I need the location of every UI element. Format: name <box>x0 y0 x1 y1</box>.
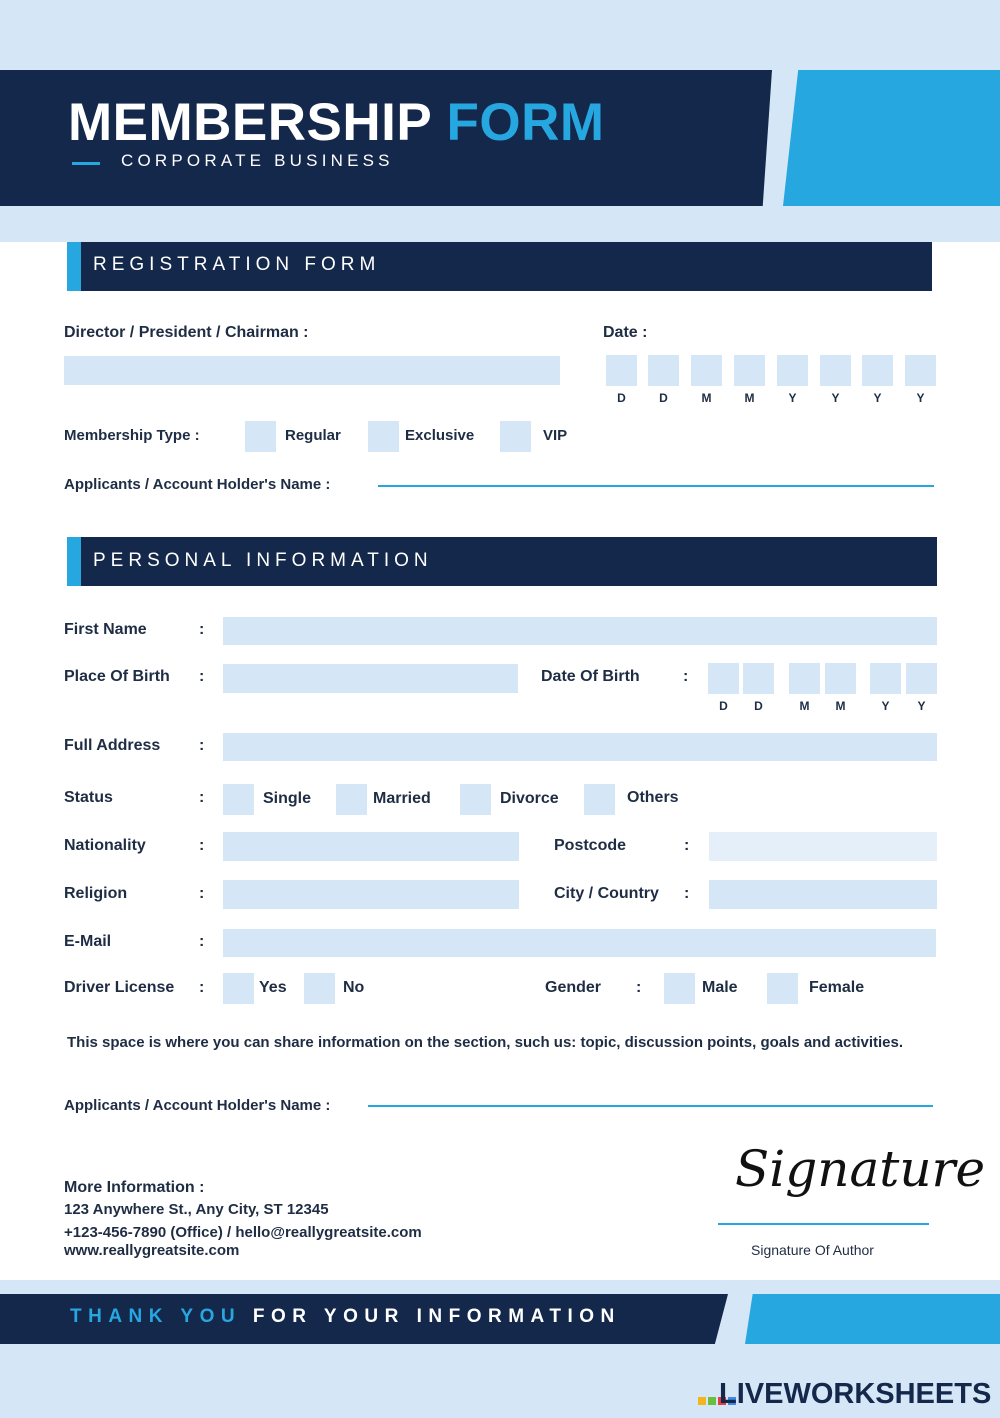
contact-phone-email: +123-456-7890 (Office) / hello@reallygreatsite.com <box>64 1224 422 1241</box>
date-box[interactable] <box>905 355 936 386</box>
email-label: E-Mail <box>64 933 112 950</box>
date-letter: Y <box>788 391 797 405</box>
applicant-name-label: Applicants / Account Holder's Name : <box>64 476 331 493</box>
section-title-personal: PERSONAL INFORMATION <box>93 550 433 571</box>
date-box[interactable] <box>648 355 679 386</box>
colon: : <box>199 933 205 950</box>
city-country-field[interactable] <box>709 880 937 909</box>
license-yes-label: Yes <box>259 979 287 996</box>
dob-box[interactable] <box>906 663 937 694</box>
colon: : <box>636 979 642 996</box>
gender-label: Gender <box>545 979 602 996</box>
status-single-checkbox[interactable] <box>223 784 254 815</box>
status-label: Status <box>64 789 113 806</box>
date-box[interactable] <box>734 355 765 386</box>
dob-box[interactable] <box>743 663 774 694</box>
liveworksheets-logo-icon <box>697 1396 719 1418</box>
membership-regular-checkbox[interactable] <box>245 421 276 452</box>
status-married-label: Married <box>373 790 431 807</box>
applicant-name-line[interactable] <box>378 485 934 487</box>
membership-regular-label: Regular <box>285 427 341 444</box>
date-box[interactable] <box>777 355 808 386</box>
signature-caption: Signature Of Author <box>751 1242 874 1258</box>
email-field[interactable] <box>223 929 936 957</box>
director-label: Director / President / Chairman : <box>64 324 309 341</box>
nationality-field[interactable] <box>223 832 519 861</box>
applicant-name-line[interactable] <box>368 1105 933 1107</box>
signature-line[interactable] <box>718 1223 929 1225</box>
dob-box[interactable] <box>708 663 739 694</box>
place-of-birth-label: Place Of Birth <box>64 668 170 685</box>
date-box[interactable] <box>691 355 722 386</box>
city-country-label: City / Country <box>554 885 659 902</box>
membership-vip-checkbox[interactable] <box>500 421 531 452</box>
colon: : <box>684 837 690 854</box>
full-address-field[interactable] <box>223 733 937 761</box>
date-letter: D <box>617 391 626 405</box>
date-box[interactable] <box>606 355 637 386</box>
gender-male-checkbox[interactable] <box>664 973 695 1004</box>
driver-license-label: Driver License <box>64 979 175 996</box>
dob-letter: Y <box>881 699 890 713</box>
date-letter: D <box>659 391 668 405</box>
date-letter: Y <box>831 391 840 405</box>
colon: : <box>684 885 690 902</box>
colon: : <box>199 789 205 806</box>
dob-box[interactable] <box>870 663 901 694</box>
gender-male-label: Male <box>702 979 738 996</box>
membership-exclusive-label: Exclusive <box>405 427 475 444</box>
status-divorce-checkbox[interactable] <box>460 784 491 815</box>
section-title-registration: REGISTRATION FORM <box>93 254 381 275</box>
colon: : <box>199 737 205 754</box>
section-accent <box>67 537 81 586</box>
gender-female-checkbox[interactable] <box>767 973 798 1004</box>
page-title: MEMBERSHIP FORM <box>68 93 605 152</box>
director-field[interactable] <box>64 356 560 385</box>
membership-type-label: Membership Type : <box>64 427 200 444</box>
postcode-label: Postcode <box>554 837 627 854</box>
contact-website: www.reallygreatsite.com <box>64 1242 240 1259</box>
colon: : <box>199 621 205 638</box>
first-name-field[interactable] <box>223 617 937 645</box>
dob-letter: D <box>754 699 763 713</box>
header-accent <box>783 70 1000 206</box>
more-info-heading: More Information : <box>64 1179 205 1196</box>
date-of-birth-label: Date Of Birth <box>541 668 640 685</box>
date-letter: Y <box>873 391 882 405</box>
date-box[interactable] <box>820 355 851 386</box>
section-accent <box>67 242 81 291</box>
subtitle-dash <box>72 162 100 165</box>
license-yes-checkbox[interactable] <box>223 973 254 1004</box>
date-letter: M <box>744 391 755 405</box>
religion-label: Religion <box>64 885 128 902</box>
gender-female-label: Female <box>809 979 865 996</box>
colon: : <box>199 668 205 685</box>
status-others-label: Others <box>627 789 679 806</box>
dob-letter: M <box>835 699 846 713</box>
license-no-label: No <box>343 979 365 996</box>
membership-exclusive-checkbox[interactable] <box>368 421 399 452</box>
colon: : <box>199 837 205 854</box>
colon: : <box>683 668 689 685</box>
status-others-checkbox[interactable] <box>584 784 615 815</box>
full-address-label: Full Address <box>64 737 161 754</box>
dob-letter: M <box>799 699 810 713</box>
page-subtitle: CORPORATE BUSINESS <box>121 151 394 170</box>
signature-script: Signature <box>735 1140 986 1198</box>
footer-accent <box>745 1294 1000 1344</box>
footer-text: THANK YOU FOR YOUR INFORMATION <box>70 1306 621 1327</box>
dob-letter: Y <box>917 699 926 713</box>
colon: : <box>199 885 205 902</box>
status-single-label: Single <box>263 790 312 807</box>
date-label: Date : <box>603 324 648 341</box>
postcode-field[interactable] <box>709 832 937 861</box>
status-divorce-label: Divorce <box>500 790 559 807</box>
license-no-checkbox[interactable] <box>304 973 335 1004</box>
dob-box[interactable] <box>789 663 820 694</box>
liveworksheets-brand: LIVEWORKSHEETS <box>719 1378 992 1410</box>
date-letter: M <box>701 391 712 405</box>
contact-address: 123 Anywhere St., Any City, ST 12345 <box>64 1201 329 1218</box>
date-letter: Y <box>916 391 925 405</box>
colon: : <box>199 979 205 996</box>
place-of-birth-field[interactable] <box>223 664 518 693</box>
status-married-checkbox[interactable] <box>336 784 367 815</box>
date-box[interactable] <box>862 355 893 386</box>
liveworksheets-logo <box>697 1378 991 1418</box>
membership-vip-label: VIP <box>543 427 568 444</box>
applicant-name-label: Applicants / Account Holder's Name : <box>64 1097 331 1114</box>
dob-letter: D <box>719 699 728 713</box>
religion-field[interactable] <box>223 880 519 909</box>
section-note: This space is where you can share information on the section, such us: topic, discussion points, goals and activities. <box>67 1034 904 1051</box>
dob-box[interactable] <box>825 663 856 694</box>
nationality-label: Nationality <box>64 837 146 854</box>
first-name-label: First Name <box>64 621 147 638</box>
